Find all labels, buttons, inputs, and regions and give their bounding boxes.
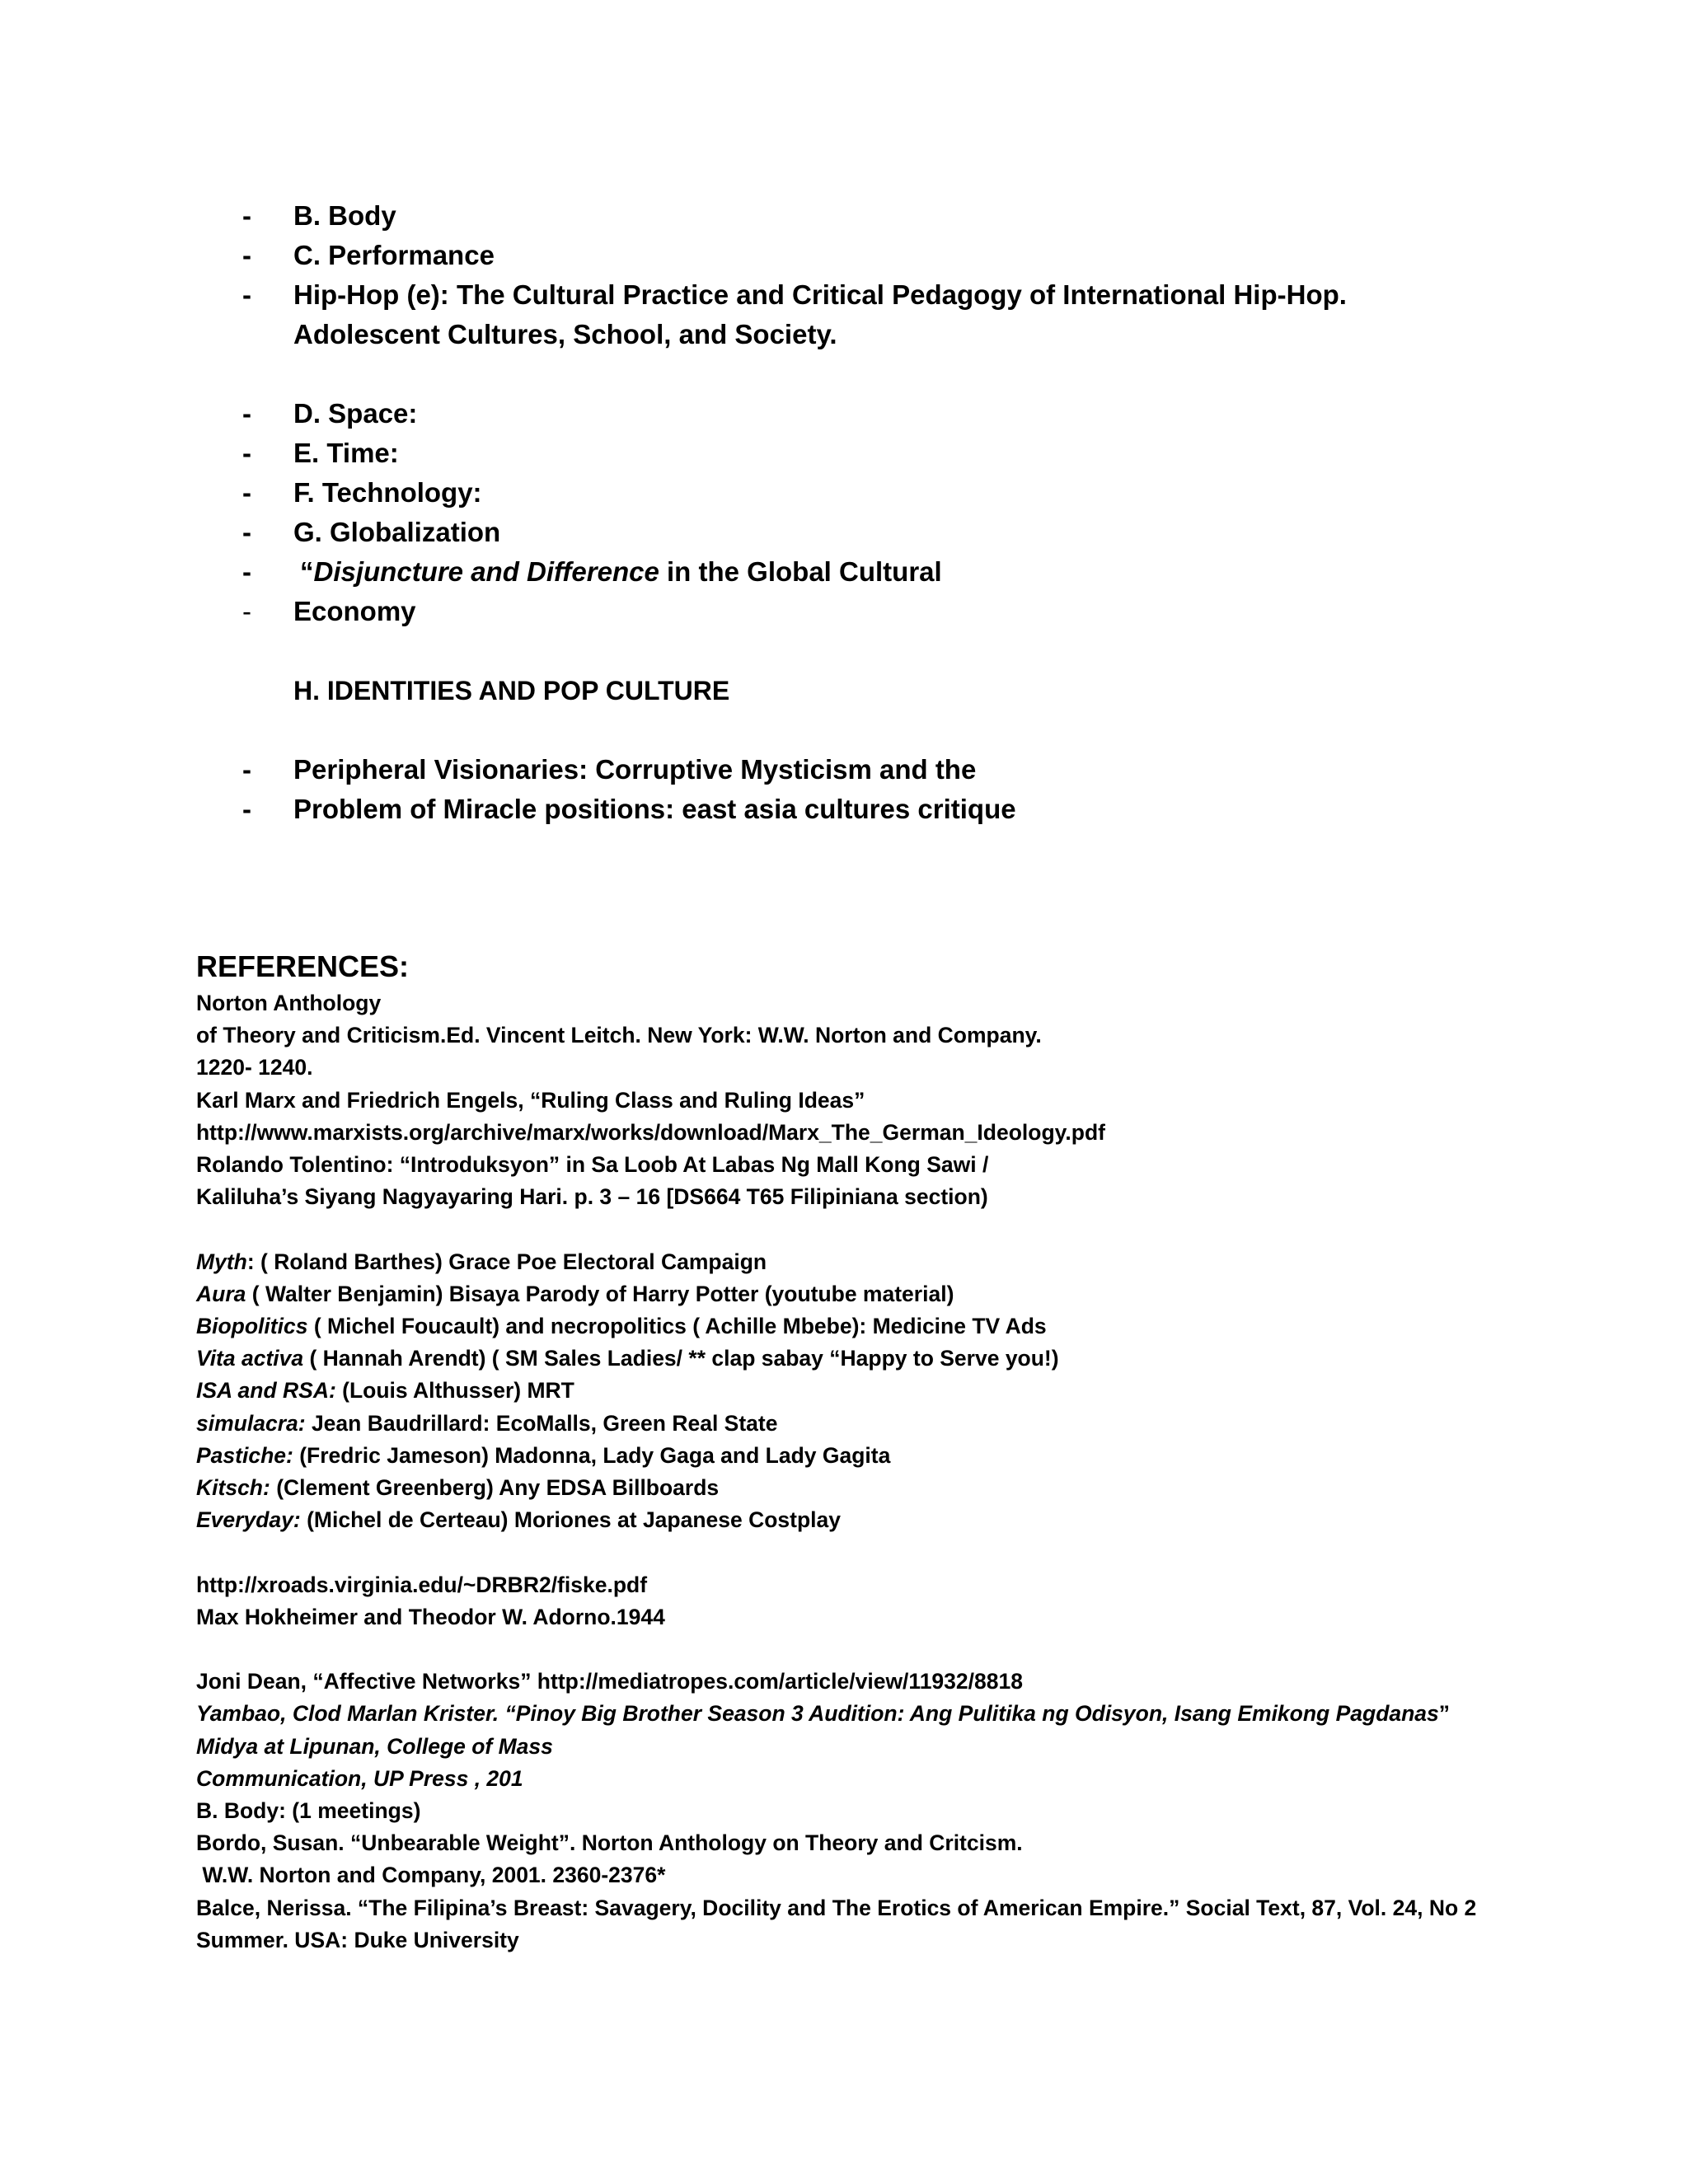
list-dash: - — [242, 517, 251, 547]
reference-line: Joni Dean, “Affective Networks” http://mediatropes.com/article/view/11932/8818 — [196, 1669, 1023, 1694]
list-dash: - — [242, 556, 251, 587]
blank-line — [242, 710, 1495, 750]
outline-item-miracle — [242, 790, 1495, 829]
outline-item-label: G. Globalization — [293, 517, 501, 547]
references-section — [196, 946, 1548, 1957]
reference-line: B. Body: (1 meetings) — [196, 1798, 421, 1824]
concept-detail: : ( Roland Barthes) Grace Poe Electoral Campaign — [246, 1249, 767, 1274]
reference-line: 1220- 1240. — [196, 1055, 313, 1080]
concept-line — [196, 1375, 1548, 1407]
close-quote: ” — [1438, 1701, 1451, 1727]
references-title: REFERENCES: — [196, 949, 410, 983]
concept-term: Kitsch: — [196, 1475, 270, 1501]
reference-link: http://www.marxists.org/archive/marx/works/download/Marx_The_German_Ideology.pdf — [196, 1119, 1105, 1145]
outline-item-label: D. Space: — [293, 398, 418, 429]
list-dash: - — [242, 398, 251, 429]
list-dash: - — [242, 754, 251, 785]
yambao-journal: Midya at Lipunan, College of Mass — [196, 1733, 553, 1759]
outline-item-label: Peripheral Visionaries: Corruptive Mysticism and the — [293, 754, 977, 785]
outline-item-time — [242, 434, 1495, 473]
reference-line: Bordo, Susan. “Unbearable Weight”. Norton Anthology on Theory and Critcism. — [196, 1830, 1023, 1856]
identities-heading: H. IDENTITIES AND POP CULTURE — [293, 676, 730, 705]
concept-line — [196, 1246, 1548, 1278]
topic-outline — [242, 196, 1495, 829]
outline-item-label: C. Performance — [293, 240, 495, 270]
concept-line — [196, 1440, 1548, 1472]
concept-term: Pastiche: — [196, 1442, 293, 1468]
concept-line — [196, 1472, 1548, 1504]
outline-item-peripheral — [242, 750, 1495, 790]
concept-detail: ( Hannah Arendt) ( SM Sales Ladies/ ** clap sabay “Happy to Serve you!) — [303, 1346, 1059, 1371]
reference-line: of Theory and Criticism.Ed. Vincent Leitch. New York: W.W. Norton and Company. — [196, 1023, 1042, 1048]
disjuncture-rest: in the Global Cultural — [659, 556, 942, 587]
list-dash: - — [242, 200, 251, 231]
reference-line: Norton Anthology — [196, 991, 382, 1015]
concept-line — [196, 1408, 1548, 1440]
reference-line: Summer. USA: Duke University — [196, 1927, 519, 1952]
outline-item-globalization — [242, 513, 1495, 552]
concept-term: Vita activa — [196, 1346, 304, 1371]
concept-detail: ( Walter Benjamin) Bisaya Parody of Harry Potter (youtube material) — [246, 1281, 954, 1306]
concept-detail: (Louis Althusser) MRT — [335, 1378, 574, 1404]
outline-item-label: F. Technology: — [293, 477, 482, 508]
disjuncture-title: Disjuncture and Difference — [313, 556, 659, 587]
concept-detail: (Michel de Certeau) Moriones at Japanese Costplay — [300, 1507, 842, 1533]
reference-line: W.W. Norton and Company, 2001. 2360-2376* — [196, 1863, 666, 1888]
concept-line — [196, 1310, 1548, 1343]
reference-line: Karl Marx and Friedrich Engels, “Ruling Class and Ruling Ideas” — [196, 1087, 865, 1113]
reference-line: Max Hokheimer and Theodor W. Adorno.1944 — [196, 1604, 665, 1629]
outline-item-hiphop — [242, 275, 1495, 354]
outline-item-label: Hip-Hop (e): The Cultural Practice and Critical Pedagogy of International Hip-Hop. Adolescent Cultures, School, and Society. — [293, 279, 1347, 349]
reference-line — [196, 1731, 1548, 1763]
reference-link: http://xroads.virginia.edu/~DRBR2/fiske.pdf — [196, 1572, 648, 1597]
reference-line: Rolando Tolentino: “Introduksyon” in Sa Loob At Labas Ng Mall Kong Sawi / — [196, 1152, 989, 1178]
outline-item-space — [242, 394, 1495, 434]
blank-line — [196, 1633, 1548, 1666]
outline-item-performance — [242, 236, 1495, 275]
concept-line — [196, 1504, 1548, 1536]
outline-item-label: Problem of Miracle positions: east asia cultures critique — [293, 794, 1016, 824]
concept-term: simulacra: — [196, 1410, 306, 1436]
list-dash: - — [242, 477, 251, 508]
outline-item-economy — [242, 592, 1495, 631]
concept-term: Biopolitics — [196, 1314, 308, 1339]
concept-detail: (Fredric Jameson) Madonna, Lady Gaga and Lady Gagita — [293, 1442, 891, 1468]
reference-line: Balce, Nerissa. “The Filipina’s Breast: Savagery, Docility and The Erotics of American Empire.” Social Text, 87, Vol. 24, No 2 — [196, 1895, 1477, 1920]
list-dash: - — [242, 240, 251, 270]
outline-item-label: B. Body — [293, 200, 396, 231]
list-dash: - — [242, 279, 251, 310]
outline-item-label: Economy — [293, 596, 416, 626]
concept-line — [196, 1343, 1548, 1375]
reference-line — [196, 1763, 1548, 1795]
reference-line: Kaliluha’s Siyang Nagyayaring Hari. p. 3 – 16 [DS664 T65 Filipiniana section) — [196, 1184, 988, 1210]
blank-line — [242, 631, 1495, 671]
list-dash: - — [242, 438, 251, 468]
outline-item-body — [242, 196, 1495, 236]
concept-line — [196, 1278, 1548, 1310]
concept-term: Everyday: — [196, 1507, 301, 1533]
list-dash: - — [242, 794, 251, 824]
blank-line — [242, 354, 1495, 394]
open-quote: “ — [300, 556, 314, 587]
concept-term: Aura — [196, 1281, 246, 1306]
outline-item-disjuncture — [242, 552, 1495, 592]
outline-item-label: E. Time: — [293, 438, 399, 468]
yambao-publisher: Communication, UP Press , 201 — [196, 1765, 523, 1791]
blank-line — [196, 1536, 1548, 1568]
outline-item-technology — [242, 473, 1495, 513]
list-dash: - — [242, 596, 251, 626]
concept-detail: ( Michel Foucault) and necropolitics ( Achille Mbebe): Medicine TV Ads — [307, 1314, 1047, 1339]
concept-term: Myth — [196, 1249, 247, 1274]
blank-line — [196, 1213, 1548, 1245]
concept-detail: (Clement Greenberg) Any EDSA Billboards — [270, 1475, 720, 1501]
concept-detail: Jean Baudrillard: EcoMalls, Green Real State — [305, 1410, 778, 1436]
reference-line — [196, 1698, 1548, 1730]
yambao-citation: Yambao, Clod Marlan Krister. “Pinoy Big Brother Season 3 Audition: Ang Pulitika ng Odisyon, Isang Emikong Pagdanas — [196, 1701, 1439, 1727]
concept-term: ISA and RSA: — [196, 1378, 336, 1404]
